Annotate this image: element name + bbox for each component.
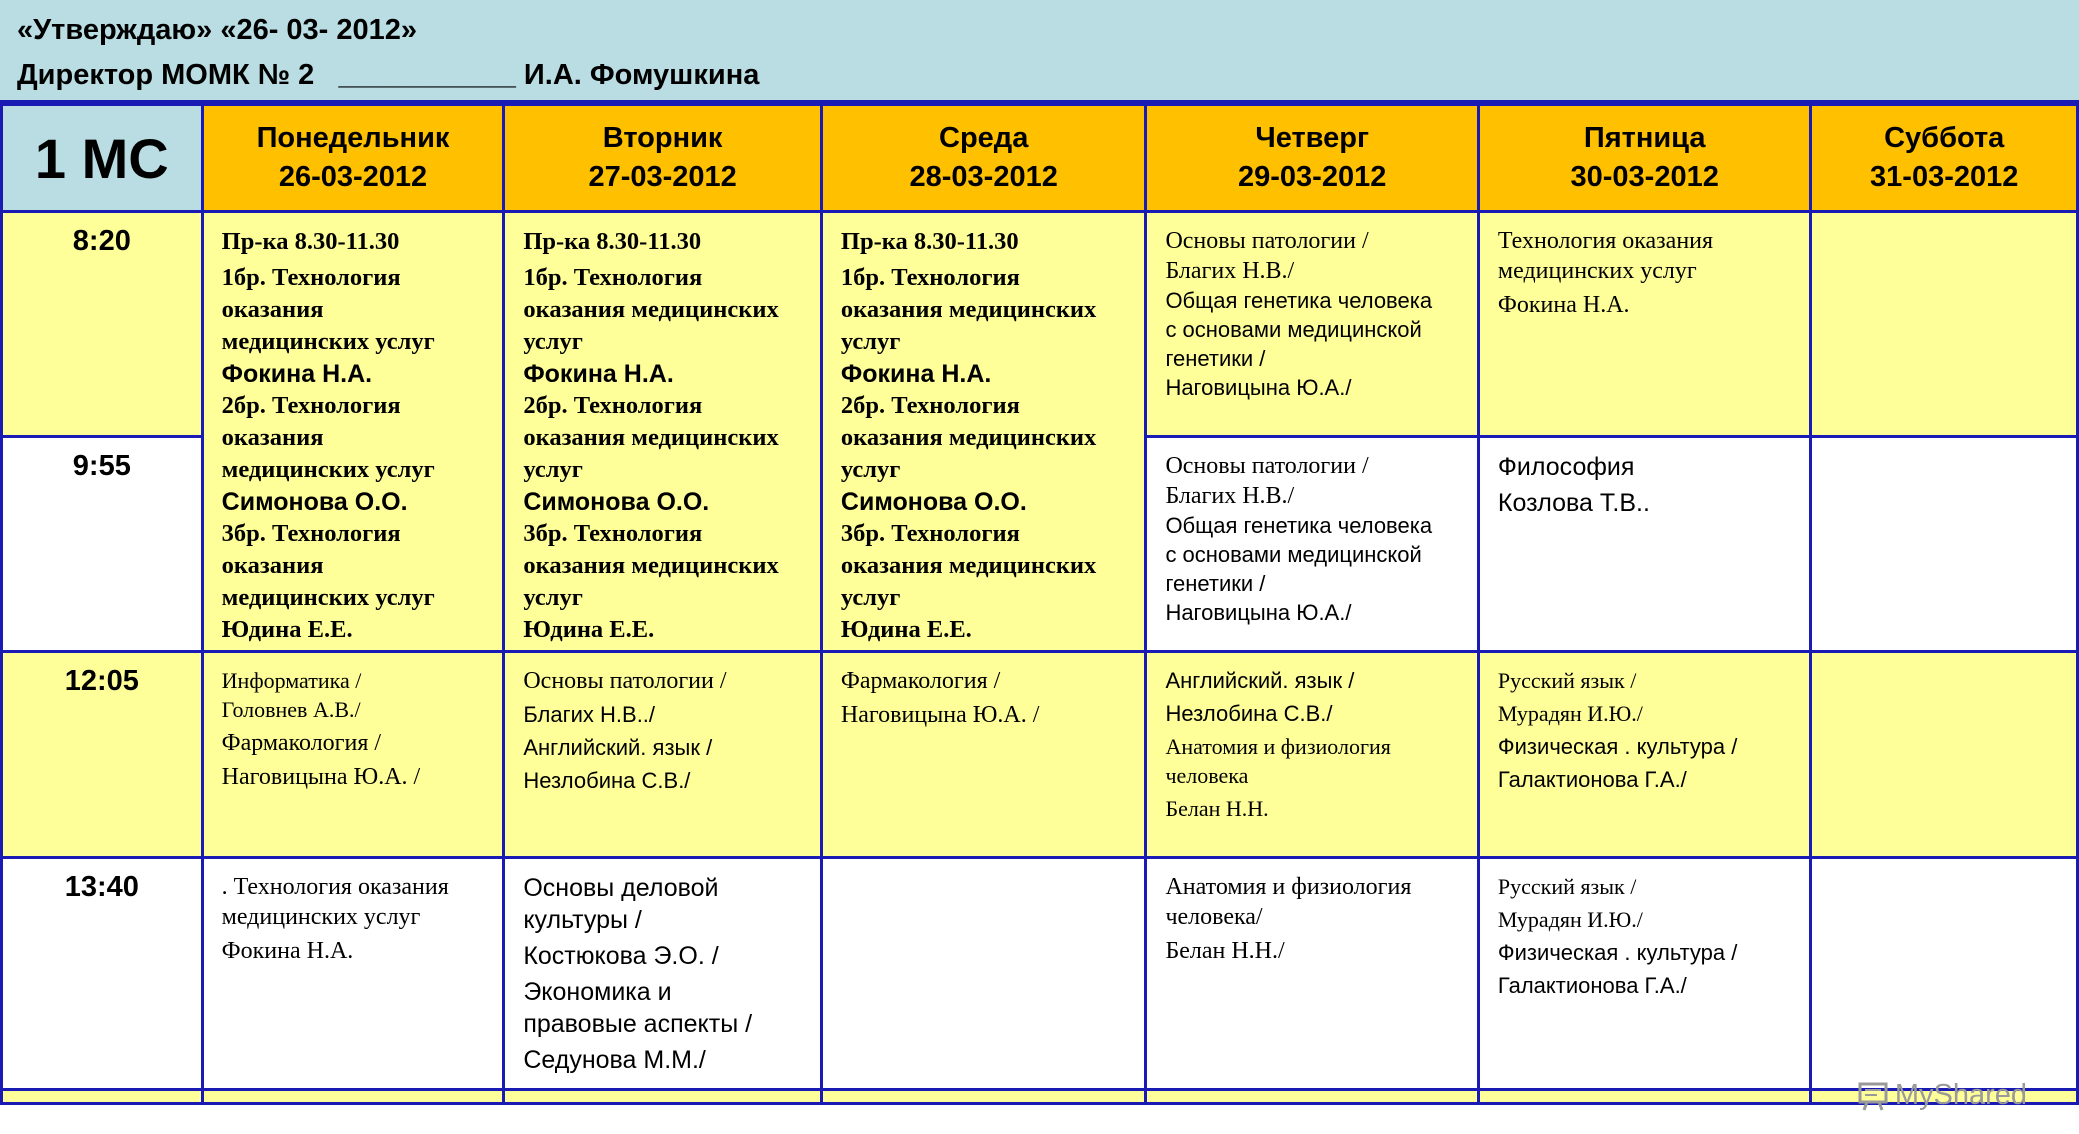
subject-line: медицинских услуг <box>1497 258 1697 284</box>
subject-line: Общая генетика человека <box>1165 288 1433 313</box>
group-label: 1 МС <box>2 105 203 212</box>
practice-line: Пр-ка 8.30-11.30 <box>840 228 1019 255</box>
practice-line: 1бр. Технология <box>840 264 1020 291</box>
cell-mon-1205 <box>202 652 504 858</box>
time-row-1340 <box>2 858 2078 1090</box>
cell-partial <box>1478 1090 1811 1104</box>
teacher-line: Фокина Н.А. <box>1497 292 1630 318</box>
teacher-line: Головнев А.В./ <box>221 697 361 722</box>
subject-line: Философия <box>1497 453 1635 482</box>
practice-line: оказания медицинских <box>840 424 1097 451</box>
teacher-line: Юдина Е.Е. <box>221 616 353 643</box>
cell-fri-1340 <box>1478 858 1811 1090</box>
day-header-friday <box>1478 105 1811 212</box>
day-date: 30-03-2012 <box>1570 161 1719 193</box>
cell-thu-0955 <box>1146 437 1478 652</box>
practice-line: 2бр. Технология <box>840 392 1020 419</box>
day-name: Вторник <box>602 122 723 154</box>
teacher-line: Галактионова Г.А./ <box>1497 767 1687 792</box>
practice-line: 3бр. Технология <box>221 520 401 547</box>
teacher-line: Белан Н.Н. <box>1165 796 1269 821</box>
cell-partial <box>2 1090 203 1104</box>
subject-line: Английский. язык / <box>523 735 713 760</box>
practice-line: услуг <box>523 328 583 355</box>
time-row-0820 <box>2 212 2078 437</box>
cell-partial <box>202 1090 504 1104</box>
time-slot: 9:55 <box>2 437 203 652</box>
teacher-line: Симонова О.О. <box>523 488 710 516</box>
approval-header <box>0 0 2079 103</box>
time-row-next-partial <box>2 1090 2078 1104</box>
practice-line: 2бр. Технология <box>523 392 703 419</box>
practice-line: оказания <box>221 552 324 579</box>
cell-mon-1340 <box>202 858 504 1090</box>
day-date: 26-03-2012 <box>278 161 428 193</box>
practice-line: оказания медицинских <box>523 296 779 323</box>
cell-sat-0955 <box>1811 437 2078 652</box>
director-line: Директор МОМК № 2 ___________ И.А. Фомушкина <box>17 59 760 91</box>
teacher-line: Наговицына Ю.А. / <box>221 764 421 790</box>
day-date: 27-03-2012 <box>588 161 737 193</box>
day-header-thursday <box>1146 105 1478 212</box>
subject-line: Общая генетика человека <box>1165 513 1433 539</box>
subject-line: человека/ <box>1165 904 1263 930</box>
subject-line: генетики / <box>1165 571 1266 597</box>
subject-line: Информатика / <box>221 668 362 693</box>
practice-line: оказания медицинских <box>523 424 779 451</box>
subject-line: Анатомия и физиология <box>1165 734 1391 759</box>
day-name: Суббота <box>1884 122 2005 154</box>
cell-sat-0820 <box>1811 212 2078 437</box>
cell-thu-0820 <box>1146 212 1478 437</box>
watermark <box>1857 1079 2027 1112</box>
cell-partial <box>504 1090 822 1104</box>
subject-line: Русский язык / <box>1497 874 1637 899</box>
subject-line: Физическая . культура / <box>1497 734 1738 759</box>
cell-fri-1205 <box>1478 652 1811 858</box>
cell-tue-1340 <box>504 858 822 1090</box>
subject-line: медицинских услуг <box>221 904 421 930</box>
practice-line: Пр-ка 8.30-11.30 <box>221 228 400 255</box>
subject-line: Экономика и <box>523 978 672 1006</box>
teacher-line: Козлова Т.В.. <box>1497 489 1650 518</box>
day-name: Среда <box>939 122 1029 154</box>
teacher-line: Мурадян И.Ю./ <box>1497 701 1643 726</box>
cell-thu-1205 <box>1146 652 1478 858</box>
cell-sat-1340 <box>1811 858 2078 1090</box>
time-row-1205 <box>2 652 2078 858</box>
practice-line: Пр-ка 8.30-11.30 <box>523 228 702 255</box>
days-header-row <box>2 105 2078 212</box>
cell-tue-practice <box>504 212 822 652</box>
practice-line: услуг <box>840 584 901 611</box>
teacher-line: Симонова О.О. <box>221 488 408 516</box>
teacher-line: Благих Н.В./ <box>1165 258 1295 284</box>
day-date: 31-03-2012 <box>1870 161 2019 193</box>
cell-wed-1205 <box>821 652 1146 858</box>
subject-line: Основы патологии / <box>1165 453 1369 480</box>
day-header-monday <box>202 105 504 212</box>
cell-fri-0820 <box>1478 212 1811 437</box>
watermark-text: MyShared <box>1894 1079 2027 1111</box>
teacher-line: Наговицына Ю.А./ <box>1165 600 1352 626</box>
practice-line: услуг <box>523 584 583 611</box>
practice-line: 2бр. Технология <box>221 392 401 419</box>
day-name: Понедельник <box>256 122 450 154</box>
day-header-wednesday <box>821 105 1146 212</box>
cell-tue-1205 <box>504 652 822 858</box>
subject-line: Физическая . культура / <box>1497 940 1738 965</box>
teacher-line: Благих Н.В../ <box>523 702 656 727</box>
cell-partial <box>821 1090 1146 1104</box>
subject-line: Английский. язык / <box>1165 668 1355 693</box>
subject-line: человека <box>1165 763 1249 788</box>
practice-line: 1бр. Технология <box>523 264 703 291</box>
day-name: Пятница <box>1583 122 1706 154</box>
subject-line: Русский язык / <box>1497 668 1637 693</box>
subject-line: правовые аспекты / <box>523 1010 753 1038</box>
presentation-board-icon <box>1857 1080 1889 1112</box>
schedule-table <box>0 103 2079 1105</box>
subject-line: культуры / <box>523 906 642 934</box>
teacher-line: Фокина Н.А. <box>523 360 674 388</box>
cell-fri-0955 <box>1478 437 1811 652</box>
subject-line: Основы деловой <box>523 874 719 902</box>
practice-line: 3бр. Технология <box>523 520 703 547</box>
practice-line: оказания медицинских <box>840 296 1097 323</box>
subject-line: генетики / <box>1165 346 1266 371</box>
practice-line: услуг <box>840 456 901 483</box>
practice-line: 3бр. Технология <box>840 520 1020 547</box>
day-header-saturday <box>1811 105 2078 212</box>
time-slot: 12:05 <box>2 652 203 858</box>
practice-line: услуг <box>840 328 901 355</box>
teacher-line: Белан Н.Н./ <box>1165 938 1285 964</box>
teacher-line: Седунова М.М./ <box>523 1046 706 1074</box>
day-name: Четверг <box>1255 122 1370 154</box>
approval-line: «Утверждаю» «26- 03- 2012» <box>17 14 418 46</box>
teacher-line: Симонова О.О. <box>840 488 1027 516</box>
cell-wed-practice <box>821 212 1146 652</box>
practice-line: оказания <box>221 296 324 323</box>
teacher-line: Галактионова Г.А./ <box>1497 973 1687 998</box>
practice-line: медицинских услуг <box>221 328 435 355</box>
teacher-line: Фокина Н.А. <box>221 938 354 964</box>
time-slot: 13:40 <box>2 858 203 1090</box>
teacher-line: Костюкова Э.О. / <box>523 942 719 970</box>
subject-line: Анатомия и физиология <box>1165 874 1412 900</box>
day-header-tuesday <box>504 105 822 212</box>
cell-mon-practice <box>202 212 504 652</box>
teacher-line: Фокина Н.А. <box>221 360 373 388</box>
subject-line: Основы патологии / <box>1165 228 1369 254</box>
teacher-line: Мурадян И.Ю./ <box>1497 907 1643 932</box>
cell-sat-1205 <box>1811 652 2078 858</box>
teacher-line: Незлобина С.В./ <box>1165 701 1333 726</box>
subject-line: с основами медицинской <box>1165 317 1422 342</box>
subject-line: Технология оказания <box>1497 228 1714 254</box>
practice-line: медицинских услуг <box>221 584 435 611</box>
time-slot: 8:20 <box>2 212 203 437</box>
teacher-line: Наговицына Ю.А./ <box>1165 375 1352 400</box>
teacher-line: Юдина Е.Е. <box>840 616 972 643</box>
practice-line: медицинских услуг <box>221 456 435 483</box>
subject-line: Фармакология / <box>840 668 1001 694</box>
cell-thu-1340 <box>1146 858 1478 1090</box>
practice-line: оказания медицинских <box>523 552 779 579</box>
teacher-line: Благих Н.В./ <box>1165 483 1295 510</box>
practice-line: оказания медицинских <box>840 552 1097 579</box>
practice-line: 1бр. Технология <box>221 264 401 291</box>
subject-line: Фармакология / <box>221 730 382 756</box>
teacher-line: Фокина Н.А. <box>840 360 992 388</box>
cell-wed-1340 <box>821 858 1146 1090</box>
teacher-line: Наговицына Ю.А. / <box>840 702 1040 728</box>
subject-line: Основы патологии / <box>523 668 727 694</box>
subject-line: . Технология оказания <box>221 874 449 900</box>
cell-partial <box>1146 1090 1478 1104</box>
teacher-line: Незлобина С.В./ <box>523 768 691 793</box>
day-date: 29-03-2012 <box>1238 161 1387 193</box>
subject-line: с основами медицинской <box>1165 542 1422 568</box>
practice-line: оказания <box>221 424 324 451</box>
teacher-line: Юдина Е.Е. <box>523 616 655 643</box>
practice-line: услуг <box>523 456 583 483</box>
day-date: 28-03-2012 <box>909 161 1058 193</box>
